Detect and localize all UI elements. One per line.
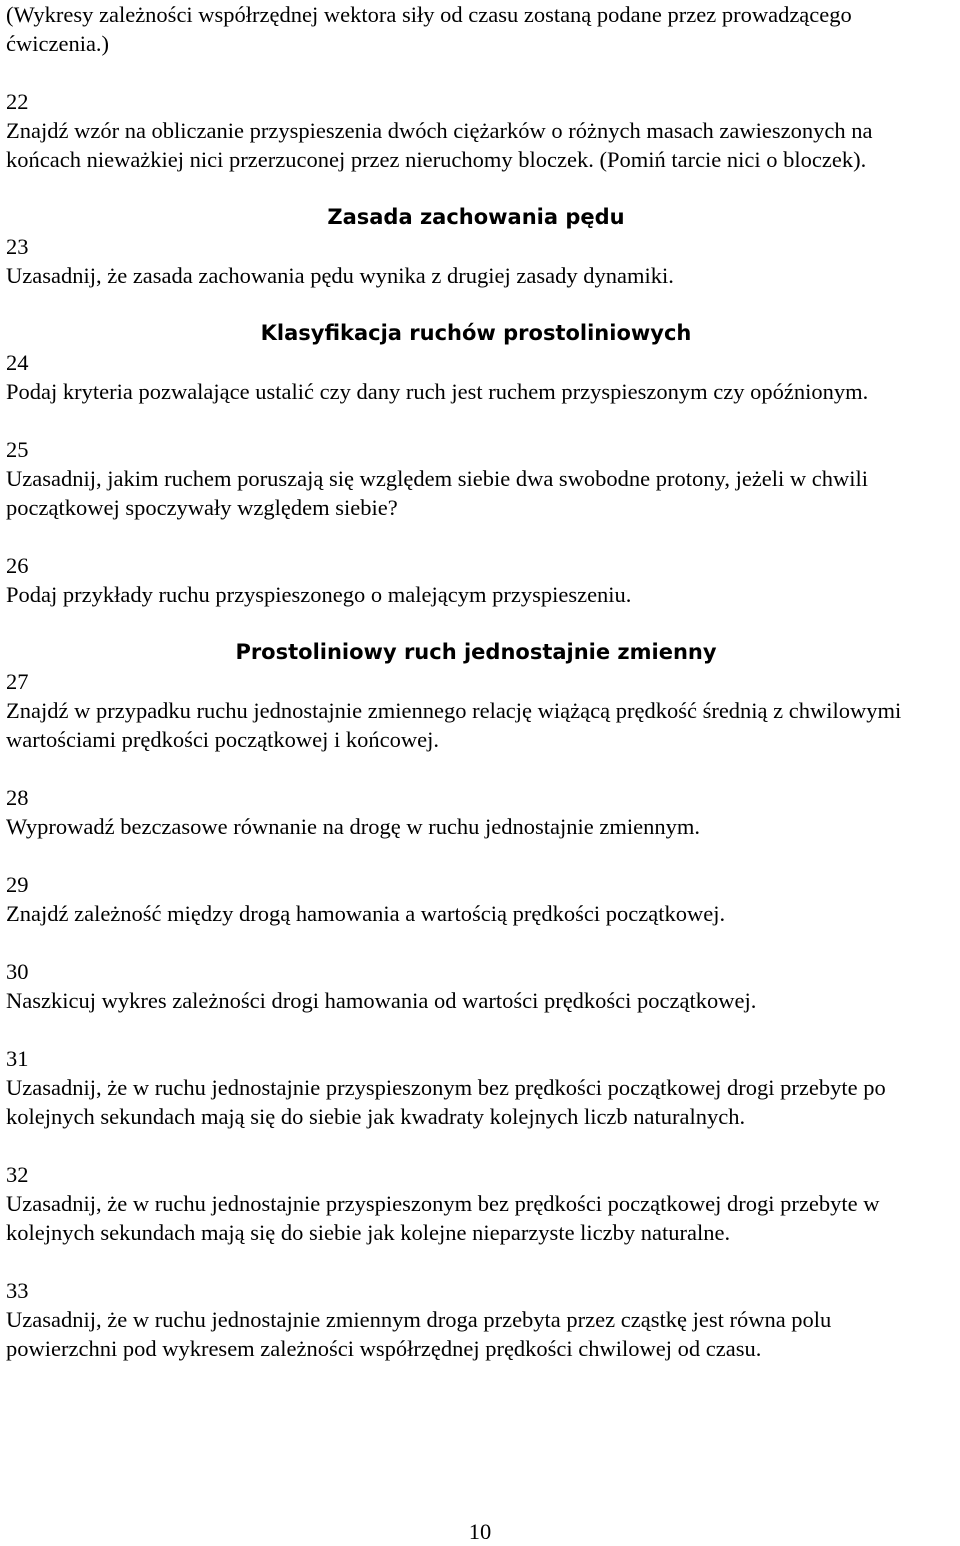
problem-number: 33 [6, 1278, 29, 1303]
problem-27 [6, 667, 946, 754]
problem-number: 26 [6, 553, 29, 578]
section-heading-momentum: Zasada zachowania pędu [327, 205, 625, 229]
page-number: 10 [468, 1519, 492, 1544]
problem-text: Znajdź wzór na obliczanie przyspieszenia dwóch ciężarków o różnych masach zawieszonych na końcach nieważkiej nici przerzuconej przez nieruchomy bloczek. (Pomiń tarcie nici o bloczek). [6, 118, 873, 172]
problem-text: Podaj kryteria pozwalające ustalić czy dany ruch jest ruchem przyspieszonym czy opóźnionym. [6, 379, 869, 404]
problem-25 [6, 435, 946, 522]
problem-number: 27 [6, 669, 29, 694]
problem-text: Uzasadnij, że w ruchu jednostajnie zmiennym droga przebyta przez cząstkę jest równa polu powierzchni pod wykresem zależności współrzędnej prędkości chwilowej od czasu. [6, 1307, 832, 1361]
problem-text: Uzasadnij, że w ruchu jednostajnie przyspieszonym bez prędkości początkowej drogi przebyte w kolejnych sekundach mają się do siebie jak kolejne nieparzyste liczby naturalne. [6, 1191, 880, 1245]
problem-number: 29 [6, 872, 29, 897]
problem-number: 22 [6, 89, 29, 114]
problem-31 [6, 1044, 946, 1131]
problem-number: 23 [6, 234, 29, 259]
problem-text: Znajdź w przypadku ruchu jednostajnie zmiennego relację wiążącą prędkość średnią z chwilowymi wartościami prędkości początkowej i końcowej. [6, 698, 902, 752]
problem-text: Podaj przykłady ruchu przyspieszonego o malejącym przyspieszeniu. [6, 582, 632, 607]
problem-number: 32 [6, 1162, 29, 1187]
problem-number: 31 [6, 1046, 29, 1071]
problem-text: Uzasadnij, jakim ruchem poruszają się względem siebie dwa swobodne protony, jeżeli w chwili początkowej spoczywały względem siebie? [6, 466, 869, 520]
section-heading-uniform-acceleration: Prostoliniowy ruch jednostajnie zmienny [235, 640, 717, 664]
problem-number: 28 [6, 785, 29, 810]
problem-22 [6, 87, 946, 174]
problem-26 [6, 551, 946, 609]
problem-24 [6, 348, 946, 406]
problem-28 [6, 783, 946, 841]
problem-text: Znajdź zależność między drogą hamowania a wartością prędkości początkowej. [6, 901, 726, 926]
problem-30 [6, 957, 946, 1015]
problem-text: Naszkicuj wykres zależności drogi hamowania od wartości prędkości początkowej. [6, 988, 757, 1013]
problem-text: Uzasadnij, że w ruchu jednostajnie przyspieszonym bez prędkości początkowej drogi przebyte po kolejnych sekundach mają się do siebie jak kwadraty kolejnych liczb naturalnych. [6, 1075, 886, 1129]
problem-number: 24 [6, 350, 29, 375]
problem-23 [6, 232, 946, 290]
problem-number: 30 [6, 959, 29, 984]
problem-text: Wyprowadź bezczasowe równanie na drogę w ruchu jednostajnie zmiennym. [6, 814, 701, 839]
document-page [6, 0, 946, 1363]
problem-29 [6, 870, 946, 928]
problem-text: Uzasadnij, że zasada zachowania pędu wynika z drugiej zasady dynamiki. [6, 263, 674, 288]
problem-32 [6, 1160, 946, 1247]
section-heading-linear-motion: Klasyfikacja ruchów prostoliniowych [260, 321, 692, 345]
problem-number: 25 [6, 437, 29, 462]
problem-33 [6, 1276, 946, 1363]
intro-note: (Wykresy zależności współrzędnej wektora siły od czasu zostaną podane przez prowadzącego ćwiczenia.) [6, 2, 852, 56]
